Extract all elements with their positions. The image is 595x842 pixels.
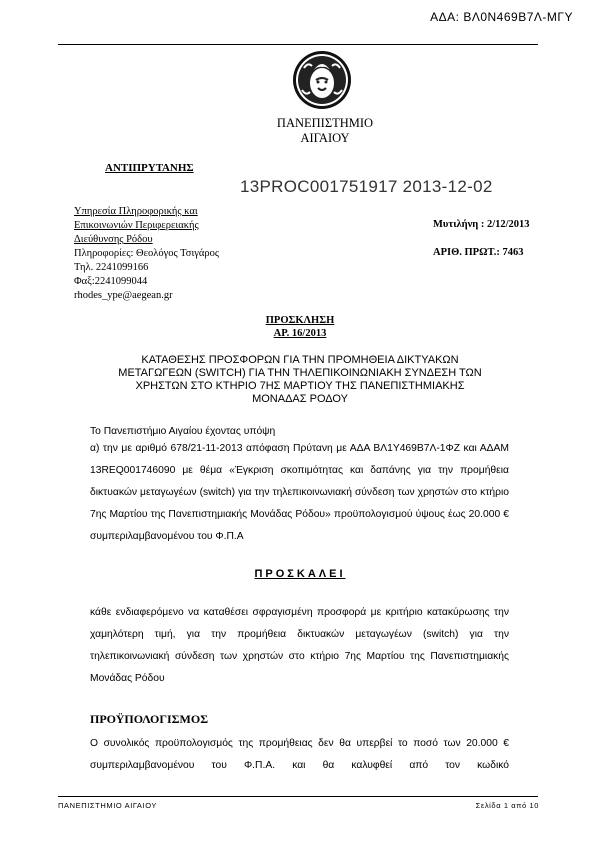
header-divider (58, 44, 538, 45)
calls-heading: ΠΡΟΣΚΑΛΕΙ (254, 568, 346, 580)
department-name-line: Επικοινωνιών Περιφερειακής (74, 220, 199, 231)
contact-email: rhodes_ype@aegean.gr (74, 290, 173, 301)
university-seal-logo (292, 50, 352, 110)
footer-page-number: Σελίδα 1 από 10 (475, 801, 539, 810)
place-date: Μυτιλήνη : 2/12/2013 (433, 219, 530, 230)
protocol-number: ΑΡΙΘ. ΠΡΩΤ.: 7463 (433, 247, 524, 258)
department-name-line: Υπηρεσία Πληροφορικής και (74, 206, 198, 217)
department-name-line: Διεύθυνσης Ρόδου (74, 234, 153, 245)
university-name-line: ΑΙΓΑΙΟΥ (300, 131, 350, 145)
department-block (74, 205, 219, 303)
contact-phone: Τηλ. 2241099166 (74, 262, 149, 273)
item-a-paragraph: α) την με αριθμό 678/21-11-2013 απόφαση Πρύτανη με ΑΔΑ ΒΛ1Υ469Β7Λ-1ΦΖ και ΑΔΑΜ 13REQ001746090 με θέμα «Έγκριση σκοπιμότητας και δαπάνης για την προμήθεια δικτυακών μεταγωγέων (switch) για την τηλεπικοινωνιακή σύνδεση των χρηστών στο κτήριο 7ης Μαρτίου της Πανεπιστημιακής Μονάδας Ρόδου» προϋπολογισμού ύψους έως 20.000 € συμπεριλαμβανομένου του Φ.Π.Α (90, 443, 509, 542)
subject-line: ΚΑΤΑΘΕΣΗΣ ΠΡΟΣΦΟΡΩΝ ΓΙΑ ΤΗΝ ΠΡΟΜΗΘΕΙΑ ΔΙΚΤΥΑΚΩΝ (141, 354, 459, 366)
invitation-subject (80, 354, 520, 406)
contact-info-line: Πληροφορίες: Θεολόγος Τσιγάρος (74, 248, 220, 259)
vice-rectorate-label: ΑΝΤΙΠΡΥΤΑΝΗΣ (105, 162, 194, 174)
proc-number: 13PROC001751917 2013-12-02 (240, 177, 493, 196)
contact-fax: Φαξ:2241099044 (74, 276, 148, 287)
subject-line: ΧΡΗΣΤΩΝ ΣΤΟ ΚΤΗΡΙΟ 7ΗΣ ΜΑΡΤΙΟΥ ΤΗΣ ΠΑΝΕΠΙΣΤΗΜΙΑΚΗΣ (135, 380, 465, 392)
university-name (230, 116, 420, 146)
invitation-number: ΑΡ. 16/2013 (273, 328, 327, 339)
intro-paragraph: Το Πανεπιστήμιο Αιγαίου έχοντας υπόψη (90, 426, 276, 437)
invitation-title (230, 314, 370, 340)
subject-line: ΜΕΤΑΓΩΓΕΩΝ (SWITCH) ΓΙΑ ΤΗΝ ΤΗΛΕΠΙΚΟΙΝΩΝΙΑΚΗ ΣΥΝΔΕΣΗ ΤΩΝ (118, 367, 482, 379)
subject-line: ΜΟΝΑΔΑΣ ΡΟΔΟΥ (252, 393, 348, 405)
footer-university: ΠΑΝΕΠΙΣΤΗΜΙΟ ΑΙΓΑΙΟΥ (58, 801, 158, 810)
university-name-line: ΠΑΝΕΠΙΣΤΗΜΙΟ (276, 116, 374, 130)
call-paragraph: κάθε ενδιαφερόμενο να καταθέσει σφραγισμένη προσφορά με κριτήριο κατακύρωσης την χαμηλότερη τιμή, για την προμήθεια δικτυακών μεταγωγέων (switch) για την τηλεπικοινωνιακή σύνδεση των χρηστών στο κτήριο 7ης Μαρτίου της Πανεπιστημιακής Μονάδας Ρόδου (90, 607, 509, 684)
budget-heading: ΠΡΟΫΠΟΛΟΓΙΣΜΟΣ (90, 712, 209, 726)
invitation-title-text: ΠΡΟΣΚΛΗΣΗ (265, 315, 335, 326)
footer-divider (58, 796, 538, 797)
ada-code: ΑΔΑ: ΒΛ0Ν469Β7Λ-ΜΓΥ (430, 10, 573, 24)
budget-paragraph: Ο συνολικός προϋπολογισμός της προμήθειας δεν θα υπερβεί το ποσό των 20.000 € συμπεριλαμβανομένου του Φ.Π.Α. και θα καλυφθεί από τον κωδικό (90, 738, 509, 771)
